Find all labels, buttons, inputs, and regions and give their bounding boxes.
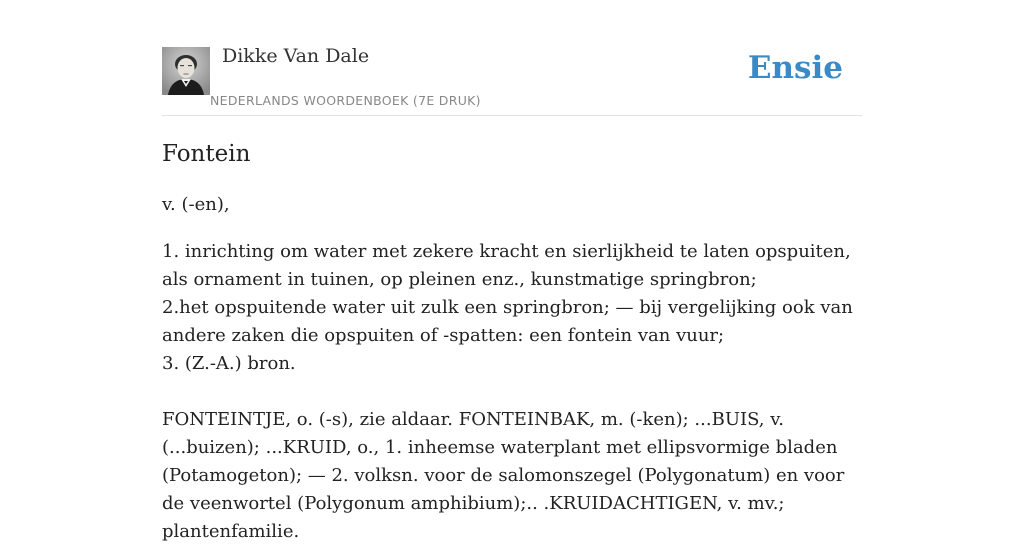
source-subtitle[interactable]: NEDERLANDS WOORDENBOEK (7E DRUK)	[210, 93, 481, 108]
definition-item: 2.het opspuitende water uit zulk een springbron; — bij vergelijking ook van andere zaken die opspuiten of -spatten: een fontein van vuur;	[162, 297, 853, 346]
source-title[interactable]: Dikke Van Dale	[222, 45, 370, 67]
entry-derived-forms: FONTEINTJE, o. (-s), zie aldaar. FONTEINBAK, m. (-ken); ...BUIS, v. (...buizen); ...KRUID, o., 1. inheemse waterplant met ellipsvormige bladen (Potamogeton); — 2. volksn. voor de salomonszegel (Polygonatum) en voor de veenwortel (Polygonum amphibium);.. .KRUIDACHTIGEN, v. mv.; plantenfamilie.	[162, 409, 845, 542]
entry-definitions	[162, 238, 862, 378]
source-avatar	[162, 47, 210, 95]
definition-item: 3. (Z.-A.) bron.	[162, 353, 296, 374]
entry-grammar: v. (-en),	[162, 194, 230, 215]
entry-content	[162, 116, 862, 546]
entry-term: Fontein	[162, 141, 251, 167]
definition-item: 1. inrichting om water met zekere kracht en sierlijkheid te laten opspuiten, als ornament in tuinen, op pleinen enz., kunstmatige springbron;	[162, 241, 851, 290]
portrait-image	[162, 47, 210, 95]
dictionary-header	[162, 0, 862, 116]
ensie-logo[interactable]: Ensie	[747, 50, 843, 86]
